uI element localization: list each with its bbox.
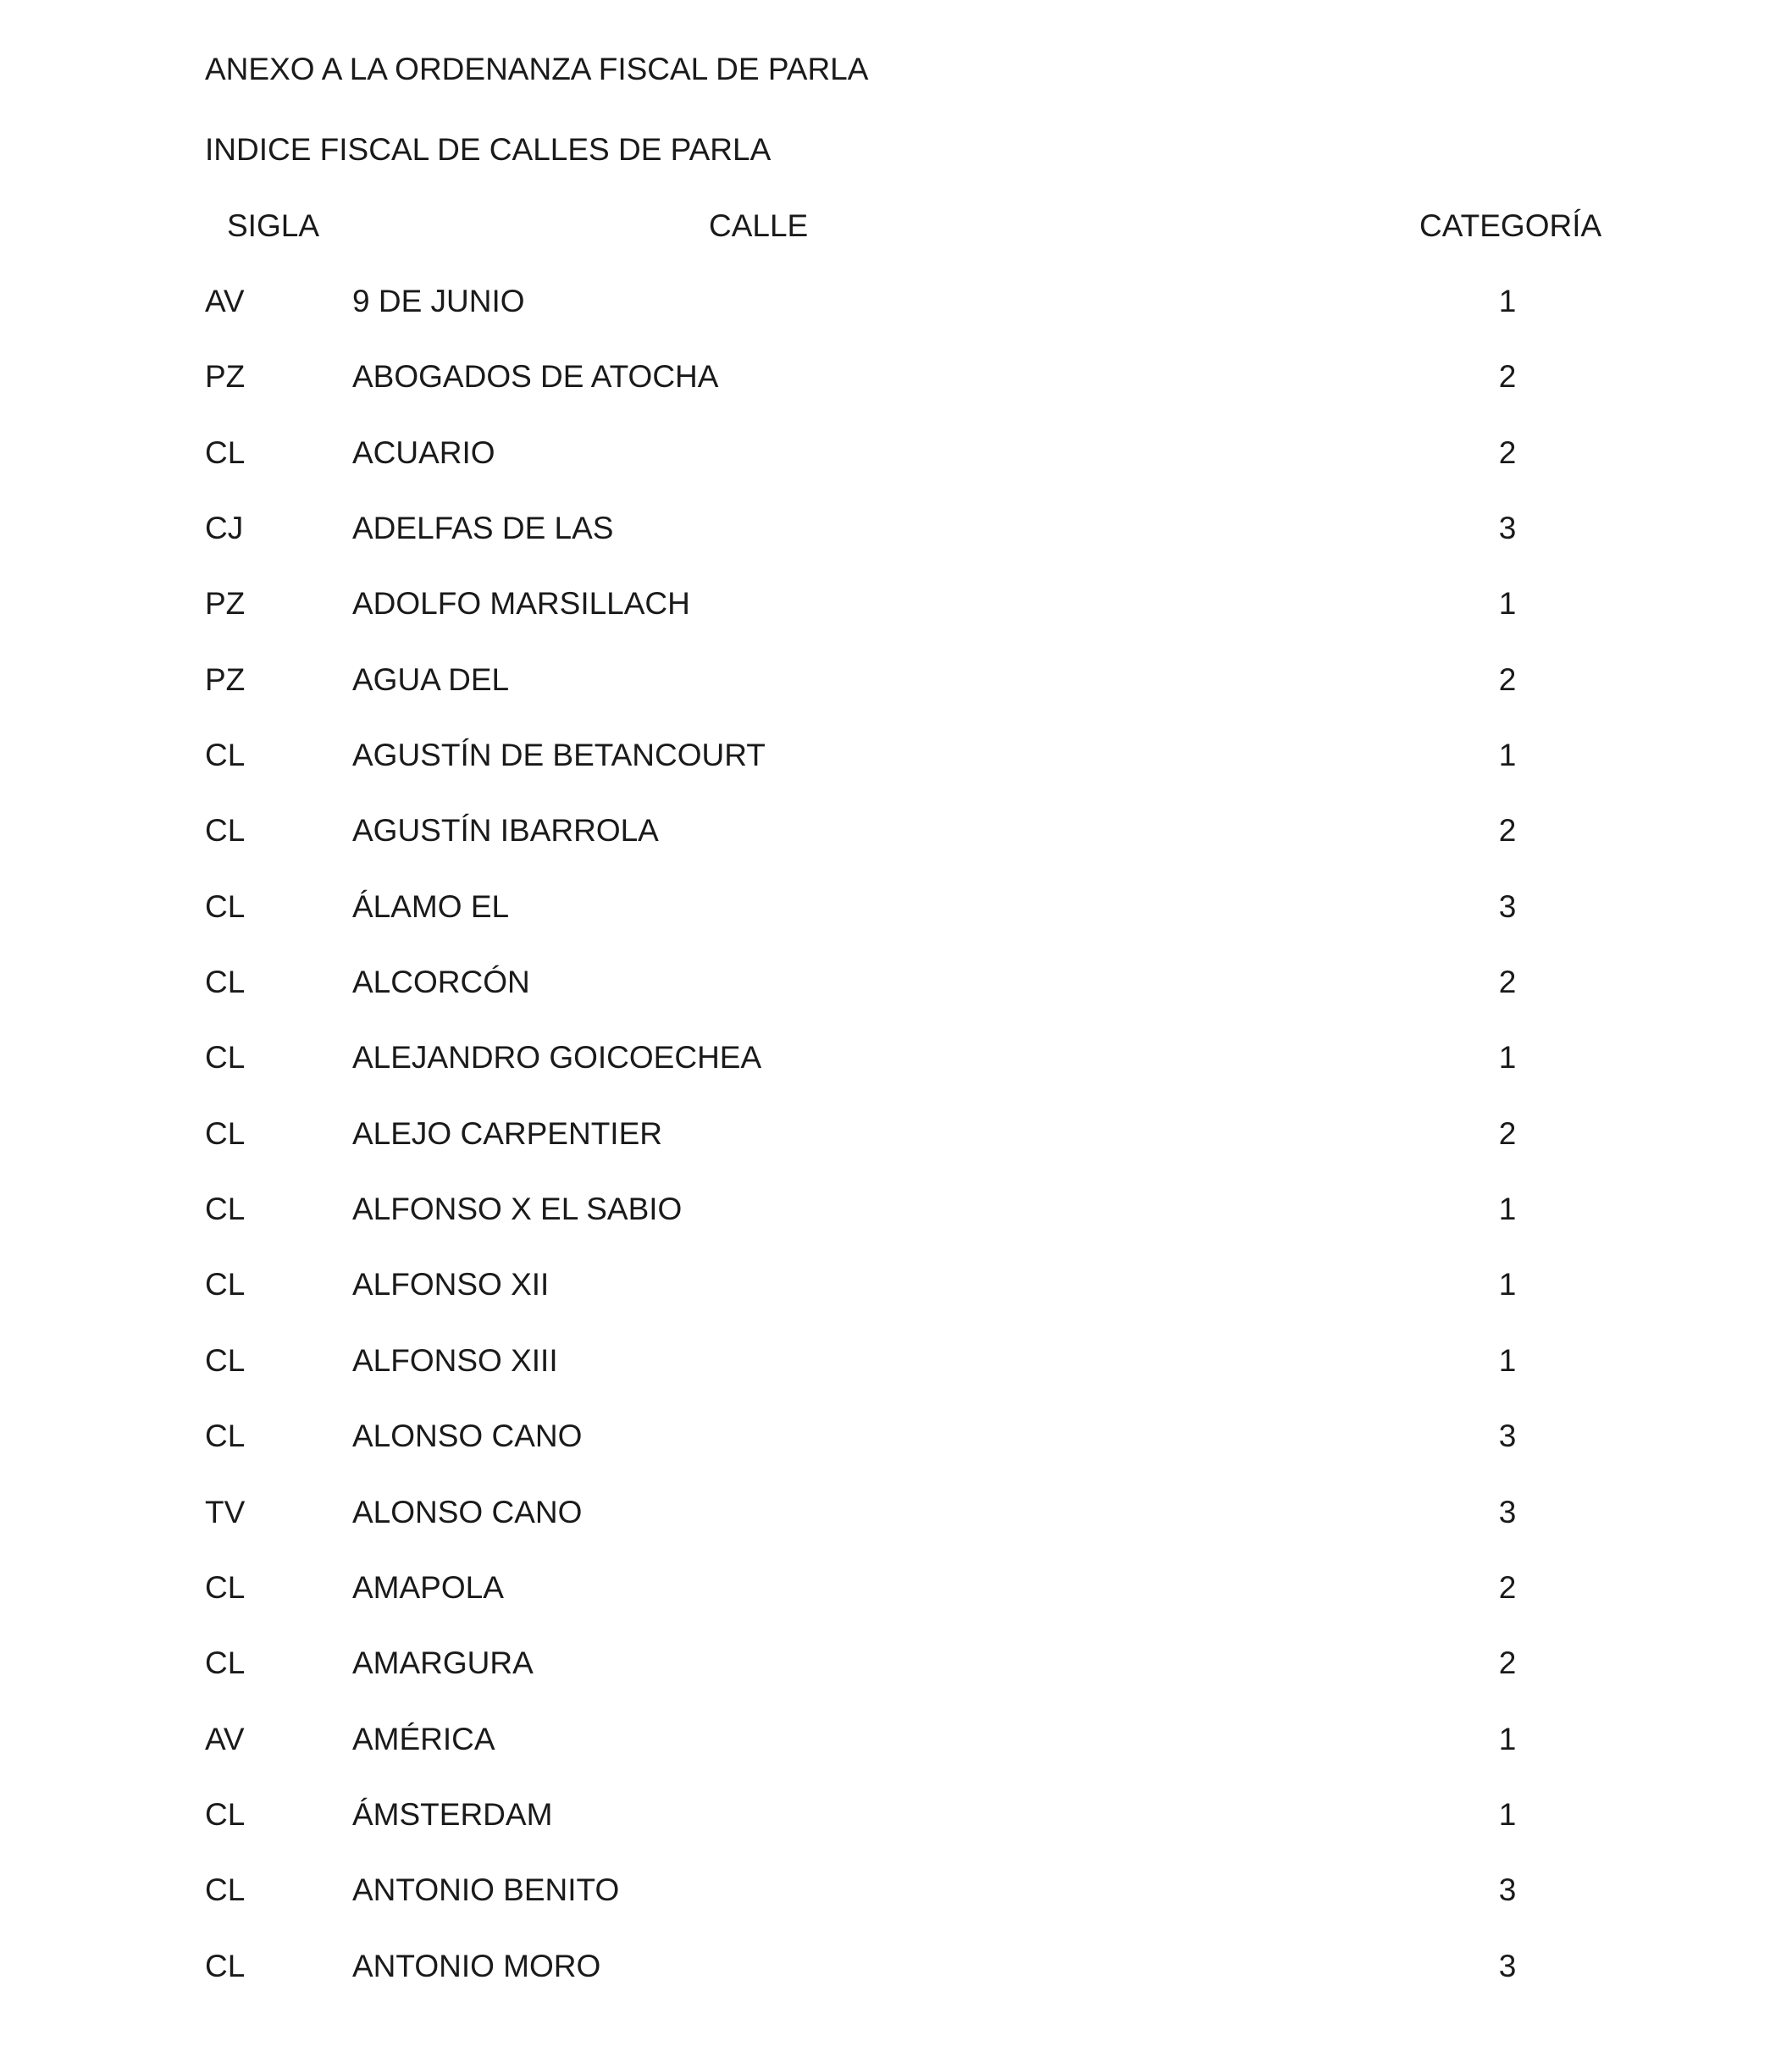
row-sigla: CL (205, 434, 246, 470)
row-calle: ANTONIO MORO (352, 1948, 601, 1983)
table-row (0, 888, 1792, 964)
table-row (0, 1569, 1792, 1645)
row-calle: ALONSO CANO (352, 1419, 583, 1454)
row-sigla: CL (205, 1569, 246, 1605)
table-row (0, 1418, 1792, 1493)
row-calle: AMARGURA (352, 1645, 534, 1681)
table-row (0, 964, 1792, 1039)
row-calle: ALEJANDRO GOICOECHEA (352, 1040, 762, 1076)
row-categoria: 2 (1498, 661, 1517, 697)
row-categoria: 1 (1498, 1721, 1517, 1756)
row-sigla: AV (205, 1721, 245, 1756)
row-sigla: CL (205, 1872, 246, 1908)
row-categoria: 1 (1498, 738, 1517, 773)
row-calle: ALCORCÓN (352, 965, 530, 1000)
row-categoria: 1 (1498, 1342, 1517, 1378)
table-row (0, 1948, 1792, 2023)
row-categoria: 1 (1498, 586, 1517, 622)
row-sigla: CL (205, 813, 246, 849)
row-sigla: CL (205, 888, 246, 924)
row-sigla: CL (205, 1040, 246, 1076)
row-sigla: CL (205, 1342, 246, 1378)
row-calle: ANTONIO BENITO (352, 1872, 620, 1908)
row-calle: ACUARIO (352, 434, 495, 470)
row-categoria: 1 (1498, 284, 1517, 318)
row-calle: ALONSO CANO (352, 1494, 583, 1529)
column-header-calle: CALLE (709, 208, 809, 243)
row-calle: ALFONSO XIII (352, 1342, 558, 1378)
table-row (0, 1645, 1792, 1720)
row-categoria: 2 (1498, 359, 1517, 395)
row-sigla: TV (205, 1494, 246, 1529)
row-sigla: CL (205, 738, 246, 773)
row-calle: AGUSTÍN IBARROLA (352, 813, 659, 849)
row-calle: AGUSTÍN DE BETANCOURT (352, 738, 766, 773)
table-row (0, 1494, 1792, 1569)
row-categoria: 2 (1498, 1645, 1517, 1681)
row-calle: ADELFAS DE LAS (352, 511, 614, 546)
table-row (0, 358, 1792, 434)
row-sigla: CL (205, 1645, 246, 1681)
row-categoria: 3 (1498, 511, 1517, 546)
row-categoria: 2 (1498, 434, 1517, 470)
row-categoria: 2 (1498, 1569, 1517, 1605)
row-calle: ALFONSO XII (352, 1267, 550, 1303)
row-categoria: 1 (1498, 1192, 1517, 1227)
row-sigla: CL (205, 1796, 246, 1832)
row-sigla: CL (205, 1419, 246, 1454)
row-sigla: PZ (205, 359, 246, 395)
row-calle: ÁMSTERDAM (352, 1796, 553, 1832)
column-header-sigla: SIGLA (227, 208, 319, 243)
table-row (0, 1115, 1792, 1191)
row-calle: ABOGADOS DE ATOCHA (352, 359, 719, 395)
table-row (0, 1342, 1792, 1418)
row-categoria: 2 (1498, 965, 1517, 1000)
row-sigla: CL (205, 965, 246, 1000)
row-categoria: 2 (1498, 813, 1517, 849)
row-sigla: PZ (205, 586, 246, 622)
table-row (0, 510, 1792, 585)
table-row (0, 1191, 1792, 1266)
row-categoria: 3 (1498, 1419, 1517, 1454)
row-sigla: CL (205, 1192, 246, 1227)
table-row (0, 812, 1792, 888)
row-categoria: 1 (1498, 1796, 1517, 1832)
table-row (0, 737, 1792, 812)
column-header-categoria: CATEGORÍA (1419, 208, 1602, 243)
document-subheading: INDICE FISCAL DE CALLES DE PARLA (205, 132, 772, 167)
row-calle: ADOLFO MARSILLACH (352, 586, 690, 622)
row-calle: ÁLAMO EL (352, 888, 510, 924)
table-row (0, 1039, 1792, 1114)
row-calle: 9 DE JUNIO (352, 284, 525, 318)
table-row (0, 585, 1792, 661)
row-sigla: CL (205, 1948, 246, 1983)
table-row (0, 1872, 1792, 1947)
row-sigla: AV (205, 284, 245, 318)
row-categoria: 3 (1498, 1872, 1517, 1908)
row-calle: ALEJO CARPENTIER (352, 1115, 662, 1151)
row-calle: AGUA DEL (352, 661, 510, 697)
row-calle: AMÉRICA (352, 1721, 495, 1756)
document-heading: ANEXO A LA ORDENANZA FISCAL DE PARLA (205, 52, 869, 86)
row-sigla: CL (205, 1115, 246, 1151)
row-sigla: CL (205, 1267, 246, 1303)
row-categoria: 1 (1498, 1040, 1517, 1076)
row-categoria: 2 (1498, 1115, 1517, 1151)
row-categoria: 3 (1498, 1494, 1517, 1529)
table-row (0, 1796, 1792, 1872)
row-categoria: 3 (1498, 1948, 1517, 1983)
table-row (0, 661, 1792, 737)
street-table (0, 283, 1792, 2023)
row-calle: AMAPOLA (352, 1569, 504, 1605)
row-categoria: 3 (1498, 888, 1517, 924)
row-sigla: PZ (205, 661, 246, 697)
row-calle: ALFONSO X EL SABIO (352, 1192, 683, 1227)
table-row (0, 1721, 1792, 1796)
table-row (0, 1266, 1792, 1341)
row-sigla: CJ (205, 511, 244, 546)
table-row (0, 283, 1792, 358)
table-row (0, 434, 1792, 510)
row-categoria: 1 (1498, 1267, 1517, 1303)
